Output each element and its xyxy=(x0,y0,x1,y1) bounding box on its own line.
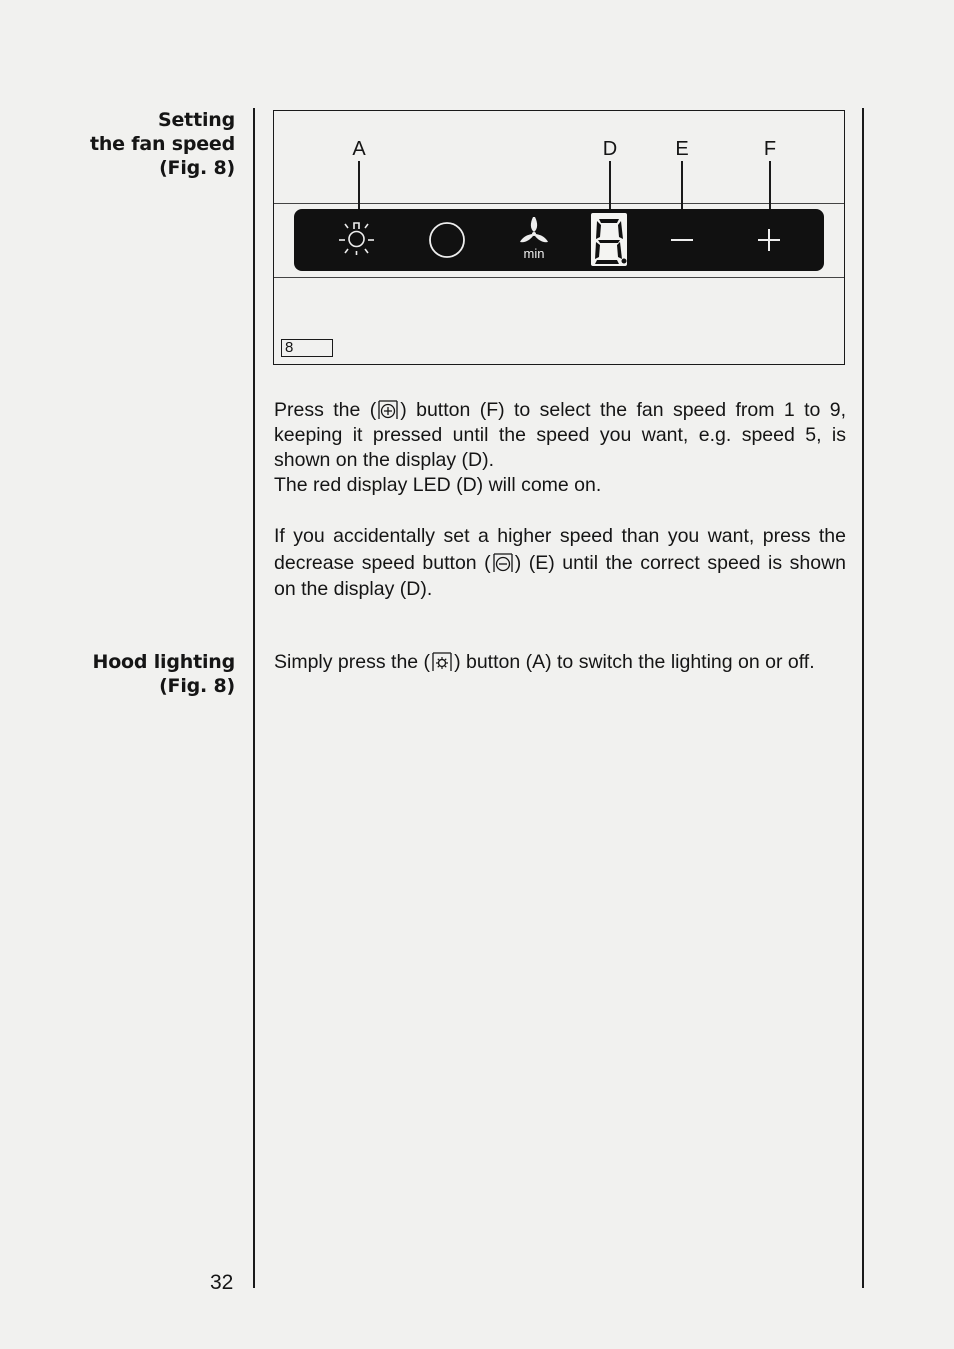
seven-segment-display xyxy=(591,213,627,266)
heading-line: the fan speed xyxy=(89,133,235,155)
power-circle-icon[interactable] xyxy=(430,223,464,257)
heading-hood-lighting xyxy=(93,650,236,698)
callout-f: F xyxy=(763,138,777,160)
heading-line: (Fig. 8) xyxy=(159,675,235,697)
paragraph xyxy=(274,650,846,675)
text-run: Press the ( xyxy=(274,399,377,421)
heading-line: Hood lighting xyxy=(92,651,235,673)
right-column-rule xyxy=(862,108,864,1288)
minus-button-icon xyxy=(492,553,514,573)
heading-line: (Fig. 8) xyxy=(159,157,235,179)
control-panel-figure xyxy=(273,110,845,365)
fan-icon[interactable] xyxy=(520,217,548,261)
plus-icon[interactable] xyxy=(758,229,780,251)
figure-number-box: 8 xyxy=(281,339,333,357)
callout-a: A xyxy=(352,138,366,160)
text-run: ) (E) until the correct speed is shown on the display (D). xyxy=(274,551,847,600)
page-number: 32 xyxy=(210,1271,234,1294)
paragraph: The red display LED (D) will come on. xyxy=(274,474,602,496)
light-bulb-icon[interactable] xyxy=(339,223,374,255)
paragraph xyxy=(274,523,846,603)
text-run: If you accidentally set a higher speed than you want, press the decrease speed button ( xyxy=(274,525,846,574)
fan-speed-instructions xyxy=(274,398,846,603)
leader-line-a xyxy=(358,161,360,213)
text-run: ) button (F) to select the fan speed from 1 to 9, keeping it pressed until the speed you want, e.g. speed 5, is shown on the display (D). xyxy=(274,399,846,471)
plus-button-icon xyxy=(377,400,399,420)
heading-line: Setting xyxy=(158,109,235,131)
light-button-icon xyxy=(431,652,453,672)
paragraph xyxy=(274,398,846,473)
figure-divider-bottom xyxy=(274,277,844,278)
text-run: ) button (A) to switch the lighting on or off. xyxy=(454,651,815,673)
leader-line-d xyxy=(609,161,611,213)
figure-divider-top xyxy=(274,203,844,204)
hood-lighting-instructions xyxy=(274,650,846,675)
left-column-rule xyxy=(253,108,255,1288)
leader-line-f xyxy=(769,161,771,209)
callout-d: D xyxy=(602,138,618,160)
hood-control-panel xyxy=(294,209,824,271)
text-run: Simply press the ( xyxy=(274,651,431,673)
fan-min-label: min xyxy=(523,246,545,261)
leader-line-e xyxy=(681,161,683,209)
callout-e: E xyxy=(675,138,689,160)
heading-setting-fan-speed xyxy=(90,108,235,180)
